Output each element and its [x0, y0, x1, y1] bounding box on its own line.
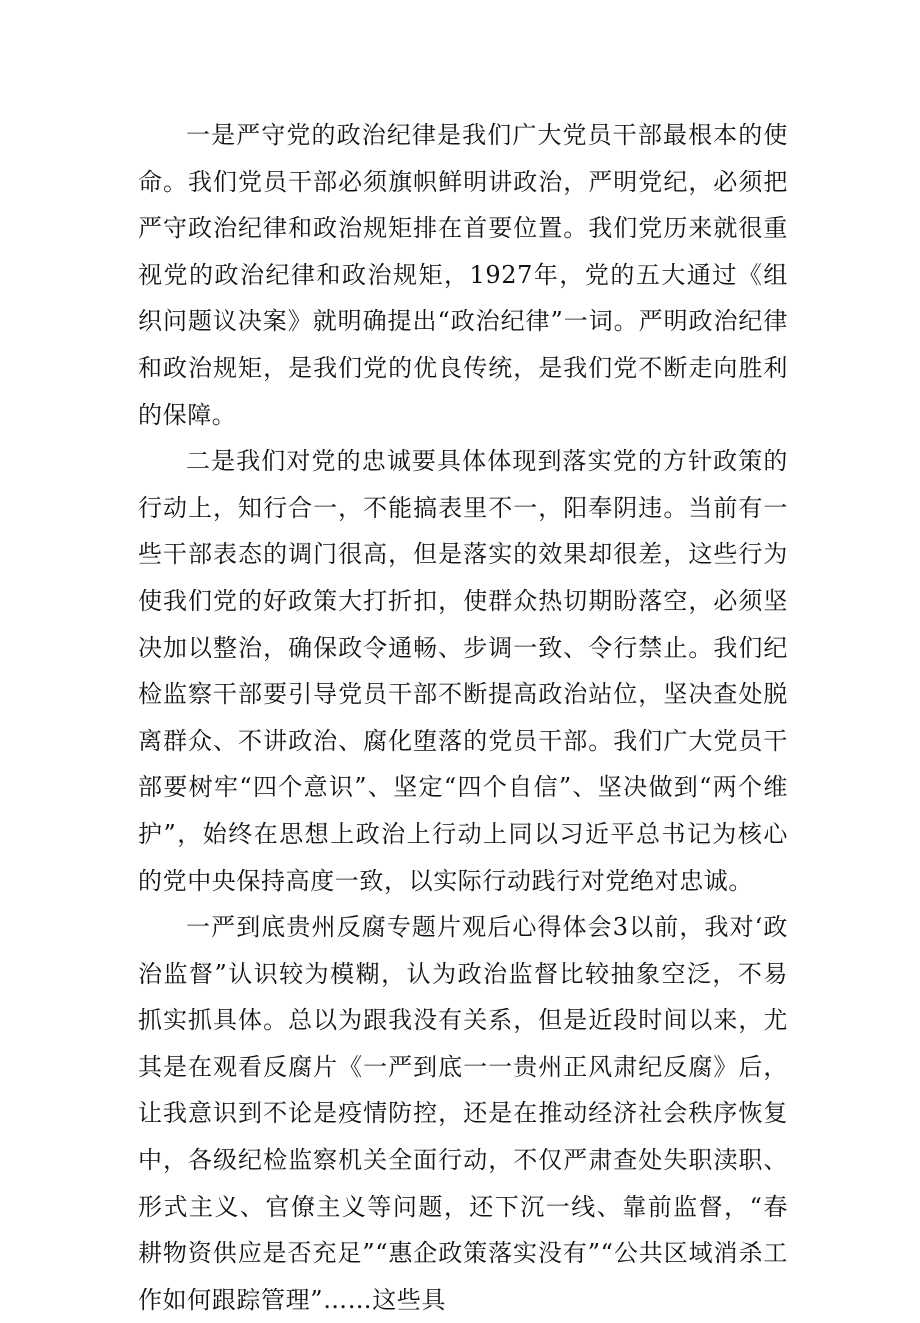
paragraph-political-discipline: 一是严守党的政治纪律是我们广大党员干部最根本的使命。我们党员干部必须旗帜鲜明讲政治，严明党纪，必须把严守政治纪律和政治规矩排在首要位置。我们党历来就很重视党的政治纪律和政治规矩，1927年，党的五大通过《组织问题议决案》就明确提出“政治纪律”一词。严明政治纪律和政治规矩，是我们党的优良传统，是我们党不断走向胜利的保障。 — [138, 121, 788, 429]
paragraph-loyalty: 二是我们对党的忠诚要具体体现到落实党的方针政策的行动上，知行合一，不能搞表里不一，阳奉阴违。当前有一些干部表态的调门很高，但是落实的效果却很差，这些行为使我们党的好政策大打折扣，使群众热切期盼落空，必须坚决加以整治，确保政令通畅、步调一致、令行禁止。我们纪检监察干部要引导党员干部不断提高政治站位，坚决查处脱离群众、不讲政治、腐化堕落的党员干部。我们广大党员干部要树牢“四个意识”、坚定“四个自信”、坚决做到“两个维护”，始终在思想上政治上行动上同以习近平总书记为核心的党中央保持高度一致，以实际行动践行对党绝对忠诚。 — [138, 447, 788, 895]
paragraph-political-supervision: 一严到底贵州反腐专题片观后心得体会3以前，我对‘政治监督”认识较为模糊，认为政治监督比较抽象空泛，不易抓实抓具体。总以为跟我没有关系，但是近段时间以来，尤其是在观看反腐片《一严到底一一贵州正风肃纪反腐》后，让我意识到不论是疫情防控，还是在推动经济社会秩序恢复中，各级纪检监察机关全面行动，不仅严肃查处失职渎职、形式主义、官僚主义等问题，还下沉一线、靠前监督，“春耕物资供应是否充足”“惠企政策落实没有”“公共区域消杀工作如何跟踪管理”……这些具 — [138, 913, 788, 1314]
document-body — [138, 112, 788, 1323]
